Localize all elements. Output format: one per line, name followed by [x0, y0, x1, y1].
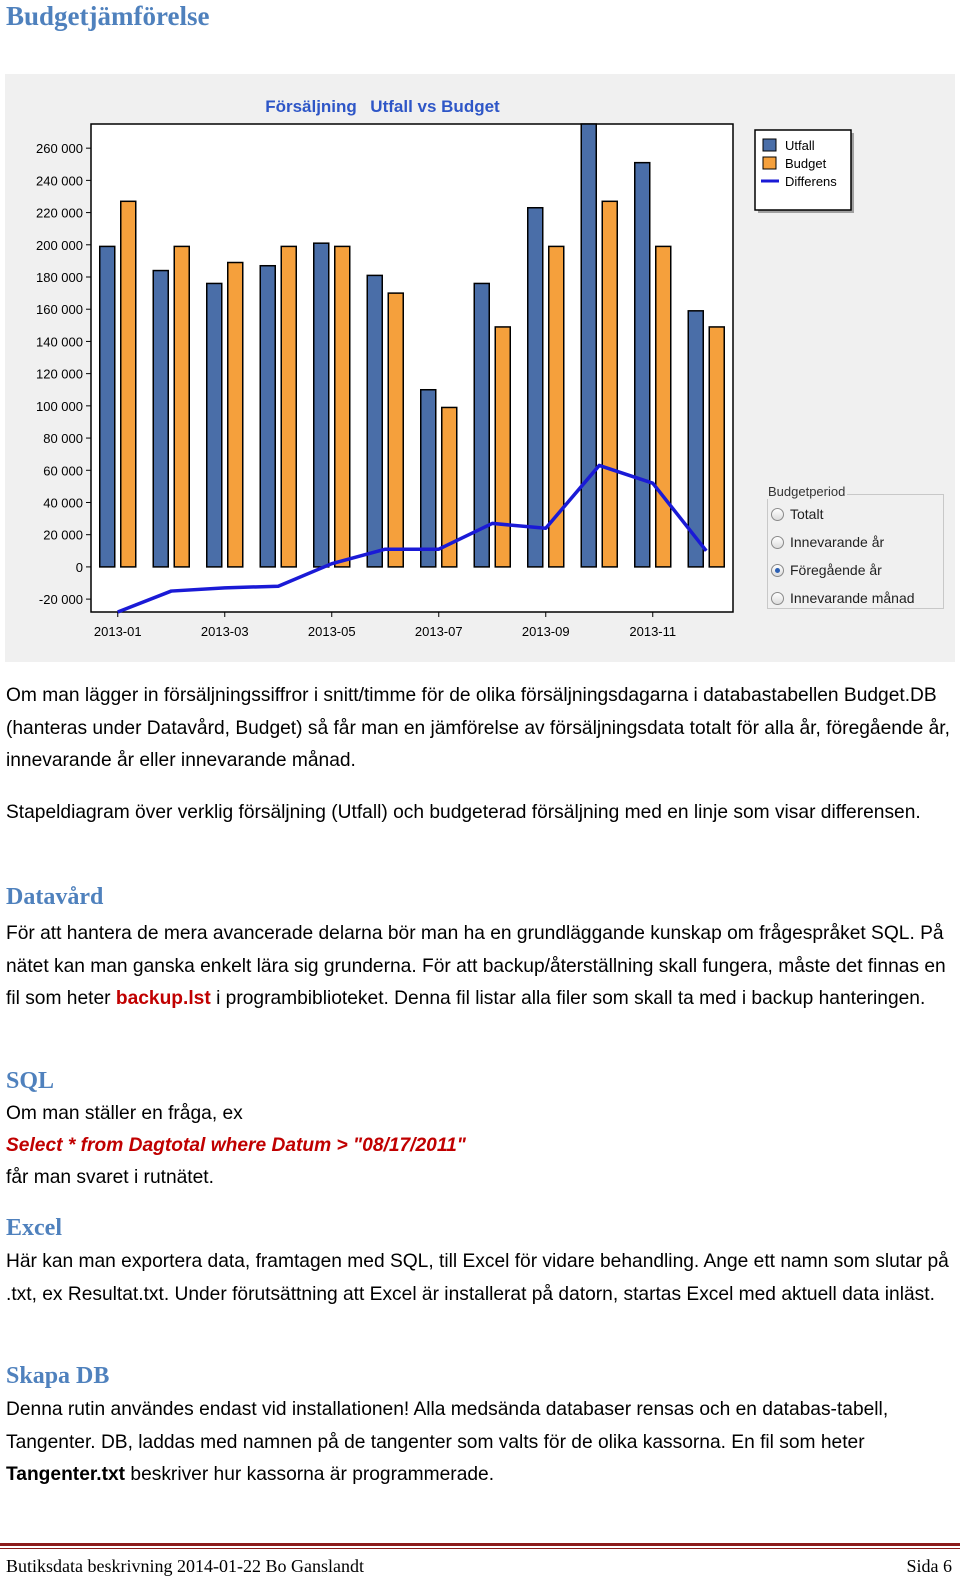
y-tick-label: 180 000 [36, 270, 83, 286]
skapa-db-paragraph [6, 1394, 954, 1492]
budget-period-option-label: Totalt [790, 506, 824, 522]
radio-checked-icon[interactable] [771, 564, 784, 577]
bar-budget [388, 293, 403, 567]
chart-title: Försäljning [265, 97, 357, 116]
bar-budget [549, 246, 564, 567]
sql-heading: SQL [6, 1068, 55, 1094]
y-tick-label: 240 000 [36, 173, 83, 189]
bar-budget [174, 246, 189, 567]
footer-page-number: Sida 6 [906, 1556, 952, 1576]
bar-budget [281, 246, 296, 567]
budget-period-title: Budgetperiod [768, 484, 846, 499]
datavard-text-before: För att hantera de mera avancerade delarna bör man ha en grundläggande kunskap om frågespråket SQL. På nätet kan man ganska enkelt lära sig grunderna. För att backup/återställning skall fungera, måste det finnas en fil som heter [6, 923, 946, 1009]
x-tick-label: 2013-09 [521, 624, 570, 639]
footer-rule-thick [0, 1543, 960, 1546]
bar-budget [709, 327, 724, 567]
excel-paragraph: Här kan man exportera data, framtagen med SQL, till Excel för vidare behandling. Ange ett namn som slutar på .txt, ex Resultat.txt. Under förutsättning att Excel är installerat på datorn, startas Excel med aktuell data inläst. [6, 1251, 949, 1305]
radio-unchecked-icon[interactable] [771, 508, 784, 521]
sql-query: Select * from Dagtotal where Datum > "08/17/2011" [6, 1135, 466, 1156]
excel-heading: Excel [6, 1215, 62, 1241]
y-tick-label: 120 000 [36, 366, 83, 382]
y-tick-label: 40 000 [43, 495, 83, 511]
budget-period-option[interactable] [771, 588, 915, 608]
x-tick-label: 2013-03 [200, 624, 249, 639]
bar-budget [656, 246, 671, 567]
datavard-paragraph [6, 918, 954, 1016]
bar-utfall [528, 208, 543, 567]
datavard-heading: Datavård [6, 884, 104, 910]
x-tick-label: 2013-11 [629, 624, 677, 639]
tangenter-filename: Tangenter.txt [6, 1464, 126, 1485]
page-title: Budgetjämförelse [6, 1, 210, 31]
backup-filename: backup.lst [115, 988, 211, 1009]
budget-period-option-label: Innevarande år [790, 534, 885, 550]
chart-description: Stapeldiagram över verklig försäljning (Utfall) och budgeterad försäljning med en linje som visar differensen. [6, 802, 921, 823]
footer-rule-thin [0, 1548, 960, 1549]
intro-paragraph: Om man lägger in försäljningssiffror i snitt/timme för de olika försäljningsdagarna i databastabellen Budget.DB (hanteras under Datavård, Budget) så får man en jämförelse av försäljningsdata totalt för alla år, föregående år, innevarande år eller innevarande månad. [6, 685, 950, 771]
x-tick-label: 2013-07 [414, 624, 463, 639]
bar-utfall [581, 124, 596, 567]
chart-subtitle: Utfall vs Budget [370, 97, 500, 116]
y-tick-label: 0 [75, 559, 83, 575]
datavard-text-after: i programbiblioteket. Denna fil listar alla filer som skall ta med i backup hanteringen. [210, 988, 926, 1009]
radio-unchecked-icon[interactable] [771, 536, 784, 549]
budget-period-option-label: Föregående år [790, 562, 882, 578]
bar-budget [121, 201, 136, 567]
bar-utfall [153, 271, 168, 567]
budget-period-option[interactable] [771, 532, 884, 552]
y-tick-label: 140 000 [36, 334, 83, 350]
skapa-db-text-after: beskriver hur kassorna är programmerade. [125, 1464, 495, 1485]
y-tick-label: -20 000 [38, 592, 83, 608]
bar-budget [335, 246, 350, 567]
x-tick-label: 2013-05 [307, 624, 356, 639]
bar-utfall [260, 266, 275, 567]
y-tick-label: 80 000 [43, 431, 83, 447]
legend-swatch [763, 157, 776, 169]
budget-period-option-label: Innevarande månad [790, 590, 915, 606]
y-tick-label: 220 000 [36, 205, 83, 221]
sql-line1: Om man ställer en fråga, ex [6, 1103, 243, 1124]
bar-budget [228, 263, 243, 567]
bar-utfall [100, 246, 115, 567]
bar-utfall [635, 163, 650, 567]
legend-label: Utfall [785, 138, 815, 153]
bar-utfall [207, 283, 222, 566]
y-tick-label: 100 000 [36, 398, 83, 414]
x-tick-label: 2013-01 [93, 624, 142, 639]
bar-budget [495, 327, 510, 567]
y-tick-label: 200 000 [36, 237, 83, 253]
y-tick-label: 60 000 [43, 463, 83, 479]
footer-left: Butiksdata beskrivning 2014-01-22 Bo Ganslandt [6, 1556, 364, 1576]
sql-line3: får man svaret i rutnätet. [6, 1167, 214, 1188]
legend-swatch [763, 139, 776, 151]
y-tick-label: 160 000 [36, 302, 83, 318]
bar-utfall [367, 275, 382, 567]
legend-label: Differens [785, 174, 837, 189]
bar-utfall [314, 243, 329, 567]
y-tick-label: 20 000 [43, 527, 83, 543]
budget-period-option[interactable] [771, 504, 823, 524]
budget-chart-frame [5, 74, 955, 662]
legend-label: Budget [785, 156, 827, 171]
bar-utfall [421, 390, 436, 567]
skapa-db-text-before: Denna rutin användes endast vid installationen! Alla medsända databaser rensas och en databas-tabell, Tangenter. DB, laddas med namnen på de tangenter som valts för de olika kassorna. En fil som heter [6, 1399, 889, 1453]
y-tick-label: 260 000 [36, 141, 83, 157]
skapa-db-heading: Skapa DB [6, 1363, 110, 1389]
radio-unchecked-icon[interactable] [771, 592, 784, 605]
bar-budget [602, 201, 617, 567]
budget-period-option[interactable] [771, 560, 882, 580]
